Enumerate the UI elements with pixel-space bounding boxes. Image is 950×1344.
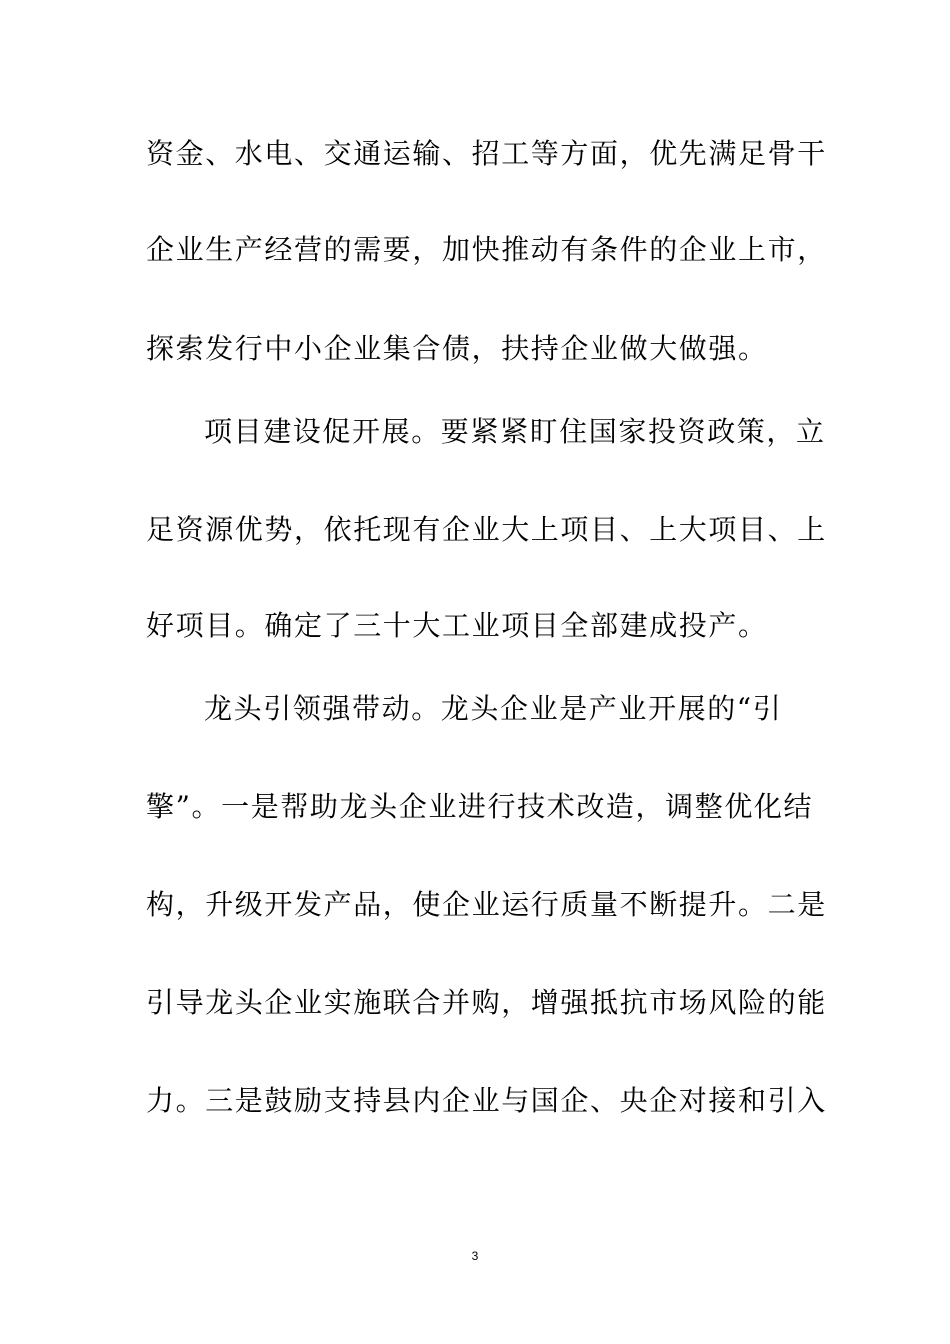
paragraph-first-line: 项目建设促开展。要紧紧盯住国家投资政策，立	[204, 415, 826, 448]
paragraph-first-line: 龙头引领强带动。龙头企业是产业开展的“引	[204, 692, 783, 725]
text-line: 资金、水电、交通运输、招工等方面，优先满足骨干	[146, 137, 827, 170]
text-line: 企业生产经营的需要，加快推动有条件的企业上市，	[146, 233, 827, 266]
text-line: 力。三是鼓励支持县内企业与国企、央企对接和引入	[146, 1084, 827, 1117]
text-line: 探索发行中小企业集合债，扶持企业做大做强。	[146, 332, 768, 365]
text-line: 足资源优势，依托现有企业大上项目、上大项目、上	[146, 513, 827, 546]
text-line: 擎”。一是帮助龙头企业进行技术改造，调整优化结	[146, 790, 814, 823]
page-number: 3	[471, 1249, 479, 1263]
text-line: 引导龙头企业实施联合并购，增强抵抗市场风险的能	[146, 986, 827, 1019]
text-line: 好项目。确定了三十大工业项目全部建成投产。	[146, 609, 768, 642]
text-line: 构，升级开发产品，使企业运行质量不断提升。二是	[146, 888, 827, 921]
